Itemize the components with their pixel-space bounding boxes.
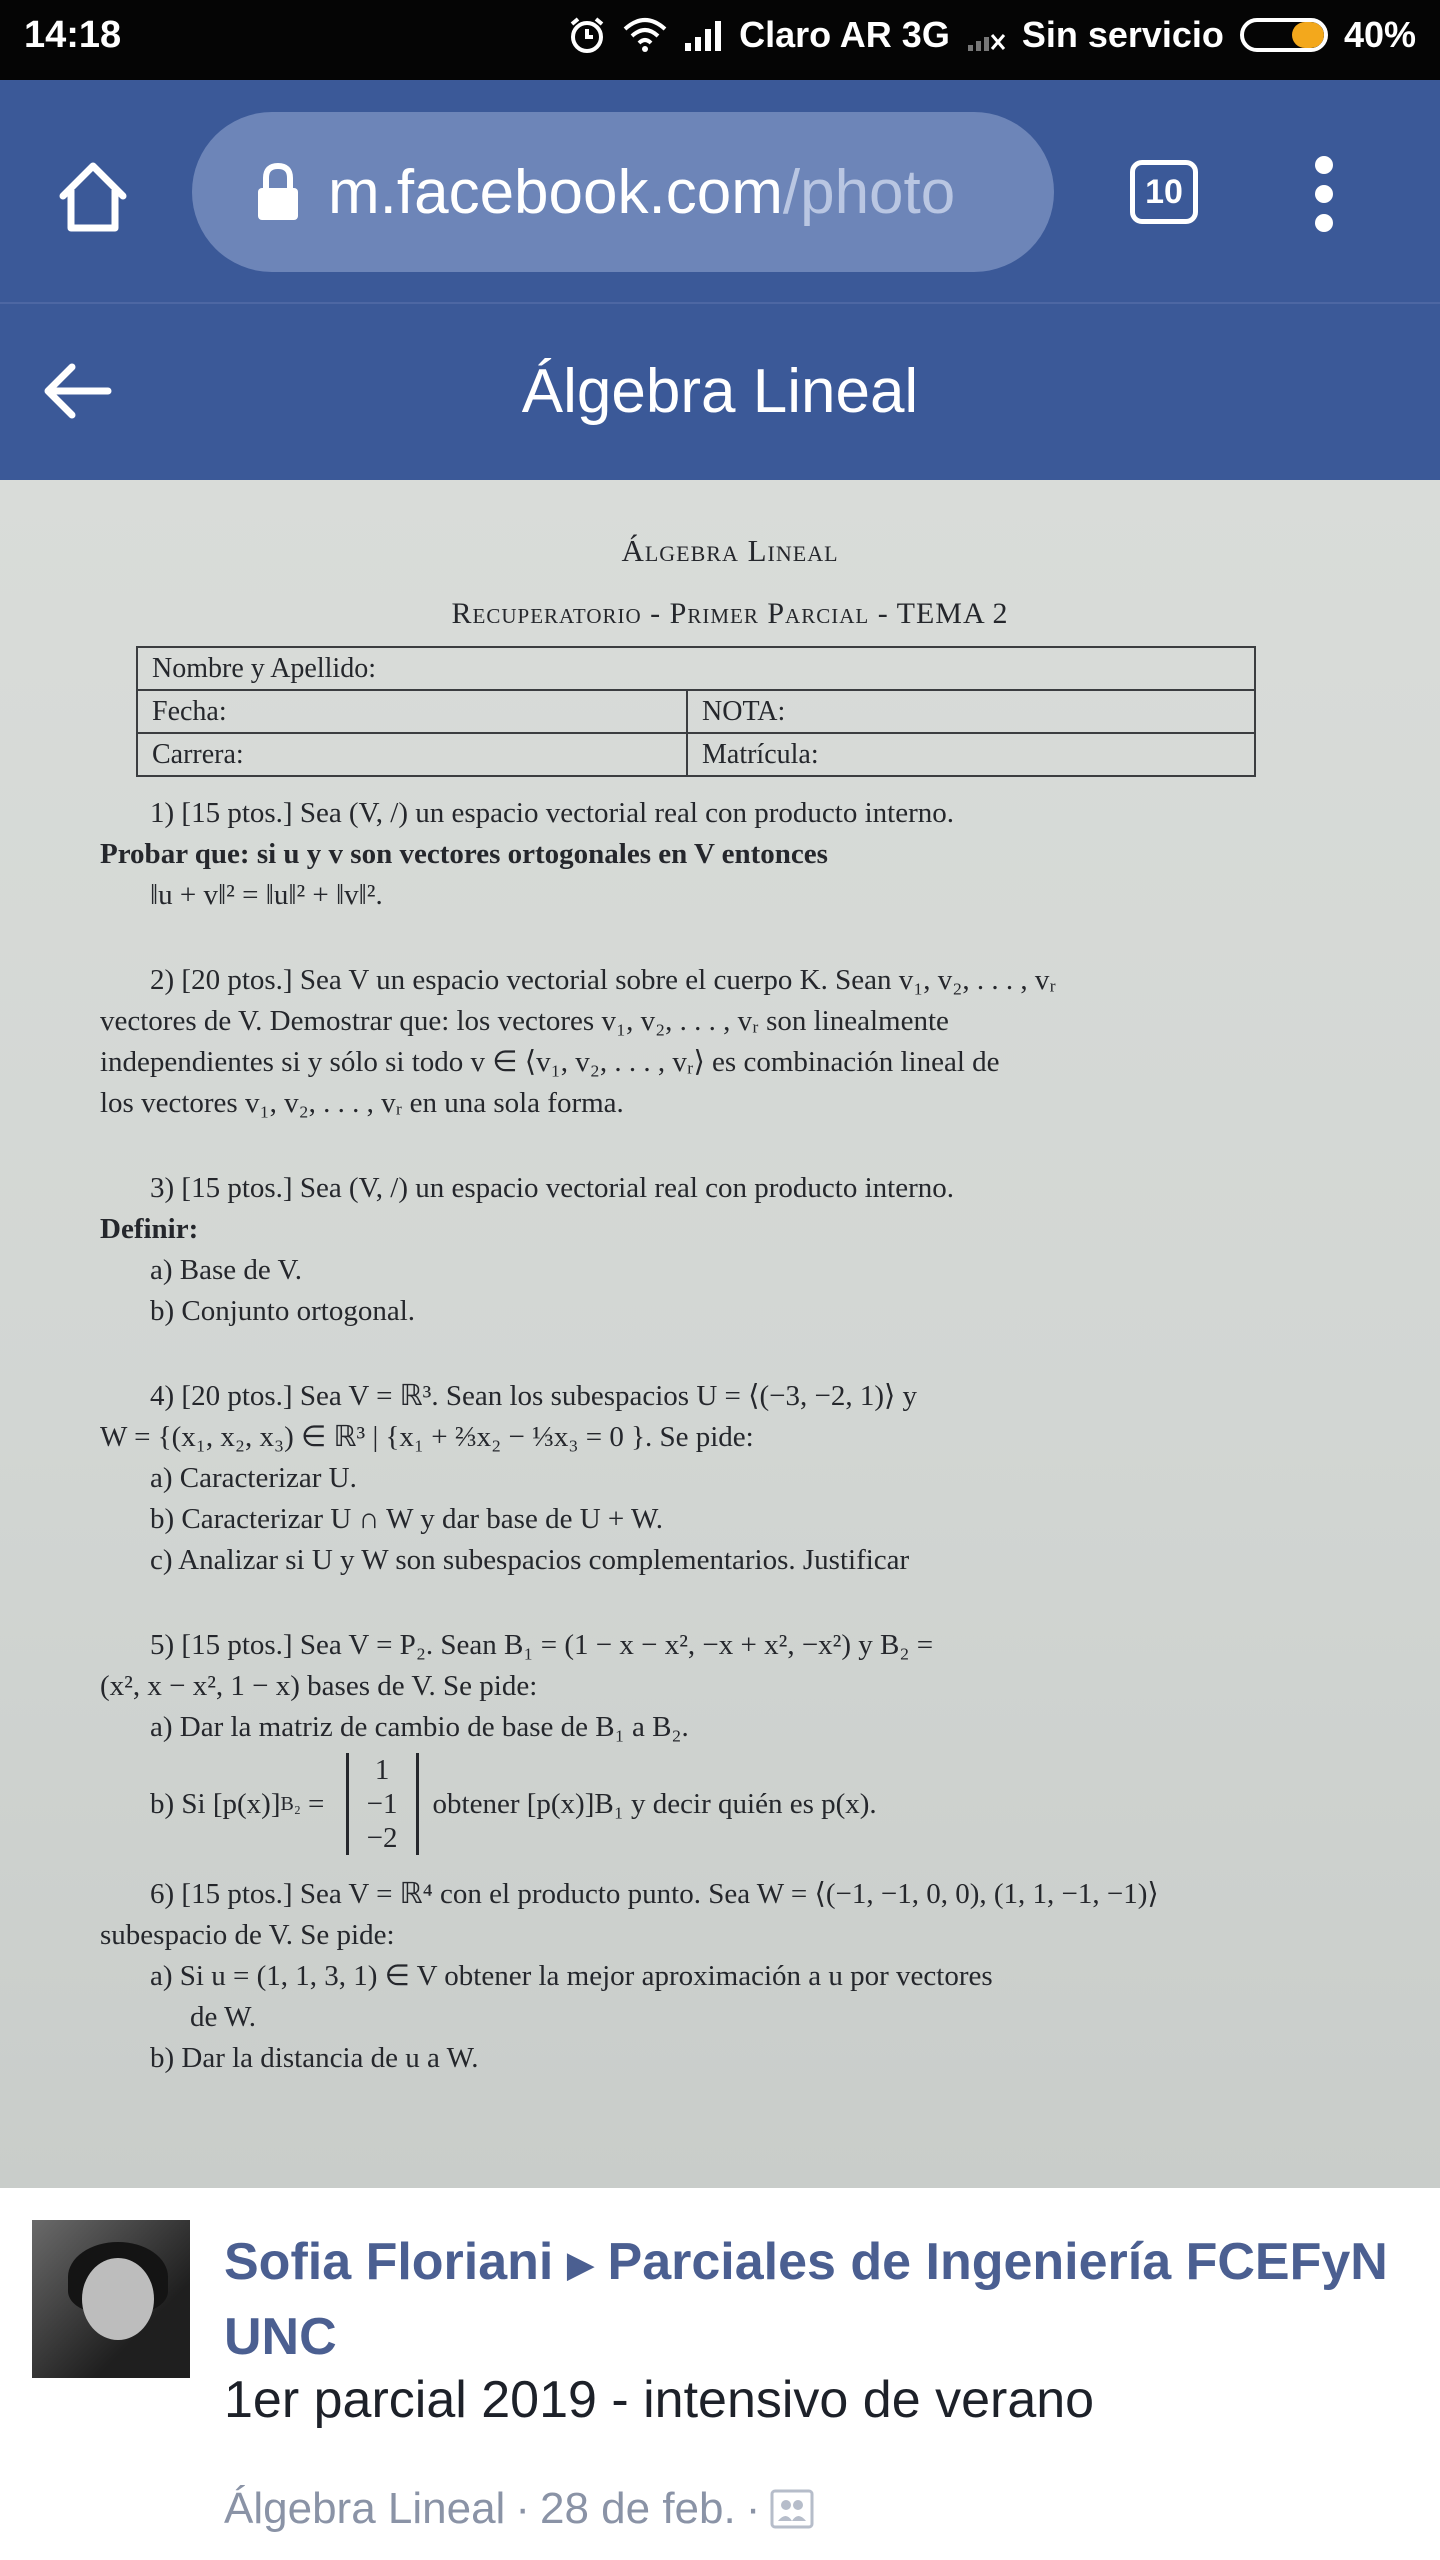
carrier-label: Claro AR 3G (739, 14, 950, 55)
battery-percent: 40% (1343, 14, 1416, 55)
post-names (224, 2226, 1404, 2373)
question-1: 1) [15 ptos.] Sea (V, /) un espacio vectorial real con producto interno. Probar que: si u y v son vectores ortogonales en V entonces ‖u + v‖² = ‖u‖² + ‖v‖². (100, 797, 954, 911)
page-title: Álgebra Lineal (521, 357, 919, 426)
post-info (0, 2188, 1440, 2560)
author-link[interactable]: Sofia Floriani (224, 2233, 554, 2291)
question-4: 4) [20 ptos.] Sea V = ℝ³. Sean los subespacios U = ⟨(−3, −2, 1)⟩ y W = {(x₁, x₂, x₃) ∈ ℝ³ | {x₁ + ⅔x₂ − ⅓x₃ = 0 }. Se pide: a) Caracterizar U. b) Caracterizar U ∩ W y dar base de U + W. c) Analizar si U y W son subespacios complementarios. Justificar (100, 1380, 918, 1576)
wifi-icon (623, 17, 667, 53)
field-fecha: Fecha: (137, 690, 687, 733)
signal-icon (683, 19, 723, 51)
url-path: /photo (782, 157, 956, 227)
lock-icon (256, 162, 300, 222)
question-3: 3) [15 ptos.] Sea (V, /) un espacio vectorial real con producto interno. Definir: a) Base de V. b) Conjunto ortogonal. (100, 1172, 954, 1327)
audience-icon[interactable] (770, 2489, 814, 2529)
tabs-icon[interactable] (1130, 160, 1198, 224)
field-matricula: Matrícula: (687, 733, 1255, 776)
battery-icon (1240, 18, 1328, 52)
meta-separator: · (515, 2484, 530, 2533)
tab-count: 10 (1145, 172, 1183, 211)
exam-subtitle: Recuperatorio - Primer Parcial - TEMA 2 (451, 597, 1009, 630)
meta-separator-2: · (745, 2484, 761, 2533)
status-bar (0, 0, 1440, 80)
overflow-menu-icon[interactable] (1306, 156, 1342, 232)
share-arrow-icon: ▶ (567, 2246, 594, 2285)
post-meta (224, 2484, 814, 2534)
secondary-carrier-label: Sin servicio (1021, 14, 1224, 55)
avatar[interactable] (32, 2220, 190, 2378)
question-5: 5) [15 ptos.] Sea V = P₂. Sean B₁ = (1 − x − x², −x + x², −x²) y B₂ = (x², x − x², 1 − x) bases de V. Se pide: a) Dar la matriz de cambio de base de B₁ a B₂. b) Si [p(x)] B₂ = 1 −1 −2 obtener [p(x)]B₁ y decir quién es p(x). (100, 1625, 1300, 1860)
field-carrera: Carrera: (137, 733, 687, 776)
exam-sheet (100, 530, 1300, 2079)
status-time: 14:18 (24, 14, 122, 56)
post-caption: 1er parcial 2019 - intensivo de verano (224, 2371, 1095, 2429)
question-6: 6) [15 ptos.] Sea V = ℝ⁴ con el producto punto. Sea W = ⟨(−1, −1, 0, 0), (1, 1, −1, −1)⟩ subespacio de V. Se pide: a) Si u = (1, 1, 3, 1) ∈ V obtener la mejor aproximación a u por vectores de W. b) Dar la distancia de u a W. (100, 1878, 1159, 2074)
question-2: 2) [20 ptos.] Sea V un espacio vectorial sobre el cuerpo K. Sean v₁, v₂, . . . , vᵣ vectores de V. Demostrar que: los vectores v₁, v₂, . . . , vᵣ son linealmente independientes si y sólo si todo v ∈ ⟨v₁, v₂, . . . , vᵣ⟩ es combinación lineal de los vectores v₁, v₂, . . . , vᵣ en una sola forma. (100, 964, 1057, 1119)
no-signal-icon (966, 19, 1006, 51)
exam-photo[interactable] (0, 480, 1440, 2188)
post-date[interactable]: 28 de feb. (539, 2484, 736, 2533)
home-icon[interactable] (55, 158, 131, 234)
alarm-icon (567, 15, 607, 55)
page-header (0, 302, 1440, 480)
coordinate-matrix: 1 −1 −2 (346, 1753, 419, 1855)
album-link[interactable]: Álgebra Lineal (224, 2484, 506, 2533)
status-right (567, 14, 1416, 56)
student-info-table (136, 646, 1256, 777)
field-nota: NOTA: (687, 690, 1255, 733)
question-5-b: b) Si [p(x)] B₂ = 1 −1 −2 obtener [p(x)]B₁ y decir quién es p(x). (150, 1754, 877, 1854)
url-host: m.facebook.com (328, 157, 783, 227)
field-nombre: Nombre y Apellido: (137, 647, 1255, 690)
group-link[interactable]: Parciales de Ingeniería FCEFyN UNC (224, 2233, 1388, 2367)
url-bar[interactable] (192, 112, 1054, 272)
browser-toolbar (0, 80, 1440, 302)
exam-title: Álgebra Lineal (621, 533, 839, 568)
